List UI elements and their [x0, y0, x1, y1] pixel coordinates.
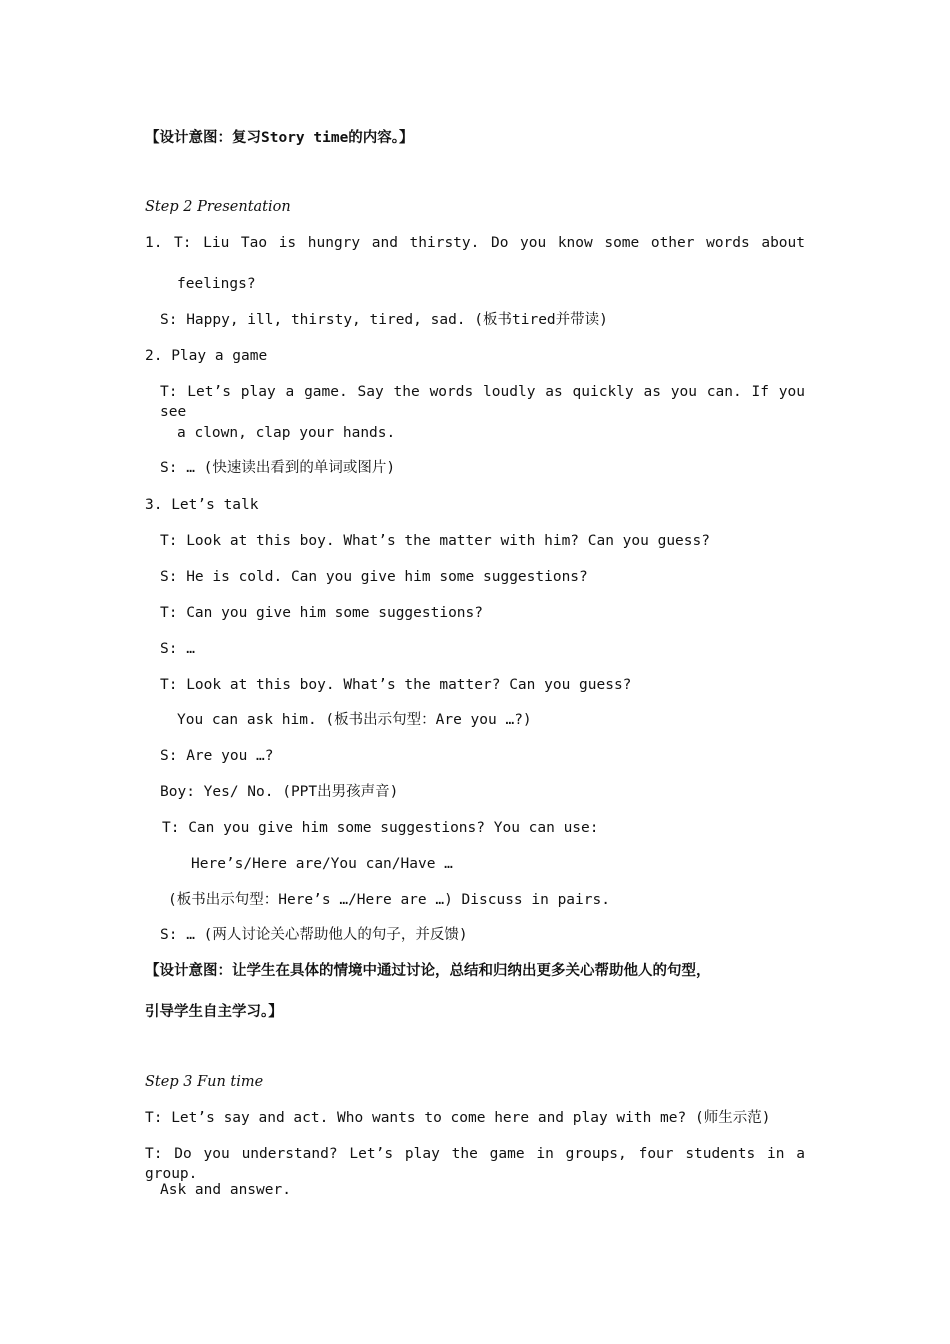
item-1-answer: S: Happy, ill, thirsty, tired, sad. (板书tired并带读) — [160, 312, 608, 328]
item-3-line-6: You can ask him. (板书出示句型：Are you …?) — [177, 712, 532, 728]
item-3-line-4: S: … — [160, 641, 195, 657]
item-3-title: 3. Let’s talk — [145, 497, 259, 513]
item-3-line-7: S: Are you …? — [160, 748, 274, 764]
item-3-line-12: S: … (两人讨论关心帮助他人的句子，并反馈) — [160, 927, 468, 943]
item-1-question-continued: feelings? — [177, 276, 256, 292]
step-2-heading: Step 2 Presentation — [145, 199, 291, 215]
design-note-2-line-2: 引导学生自主学习。】 — [145, 1004, 283, 1020]
item-3-line-11: (板书出示句型：Here’s …/Here are …) Discuss in pairs. — [168, 892, 610, 908]
design-note-2-line-1: 【设计意图：让学生在具体的情境中通过讨论，总结和归纳出更多关心帮助他人的句型， — [145, 963, 711, 979]
item-3-line-1: T: Look at this boy. What’s the matter with him? Can you guess? — [160, 533, 710, 549]
design-note-1: 【设计意图：复习Story time的内容。】 — [145, 130, 414, 146]
item-3-line-2: S: He is cold. Can you give him some suggestions? — [160, 569, 588, 585]
item-3-line-8: Boy: Yes/ No. (PPT出男孩声音) — [160, 784, 399, 800]
item-3-line-10: Here’s/Here are/You can/Have … — [191, 856, 453, 872]
item-1-question: 1. T: Liu Tao is hungry and thirsty. Do you know some other words about — [145, 235, 805, 251]
step-3-line-1: T: Let’s say and act. Who wants to come here and play with me? (师生示范) — [145, 1110, 771, 1126]
item-3-line-5: T: Look at this boy. What’s the matter? Can you guess? — [160, 677, 632, 693]
item-2-teacher-continued: a clown, clap your hands. — [177, 425, 396, 441]
item-3-line-3: T: Can you give him some suggestions? — [160, 605, 484, 621]
item-2-student: S: … (快速读出看到的单词或图片) — [160, 460, 396, 476]
item-2-title: 2. Play a game — [145, 348, 268, 364]
step-3-line-3: Ask and answer. — [160, 1182, 291, 1198]
step-3-heading: Step 3 Fun time — [145, 1074, 264, 1090]
item-2-teacher: T: Let’s play a game. Say the words loudly as quickly as you can. If you see — [160, 384, 805, 420]
step-3-line-2: T: Do you understand? Let’s play the game in groups, four students in a group. — [145, 1146, 805, 1182]
item-3-line-9: T: Can you give him some suggestions? You can use: — [162, 820, 599, 836]
